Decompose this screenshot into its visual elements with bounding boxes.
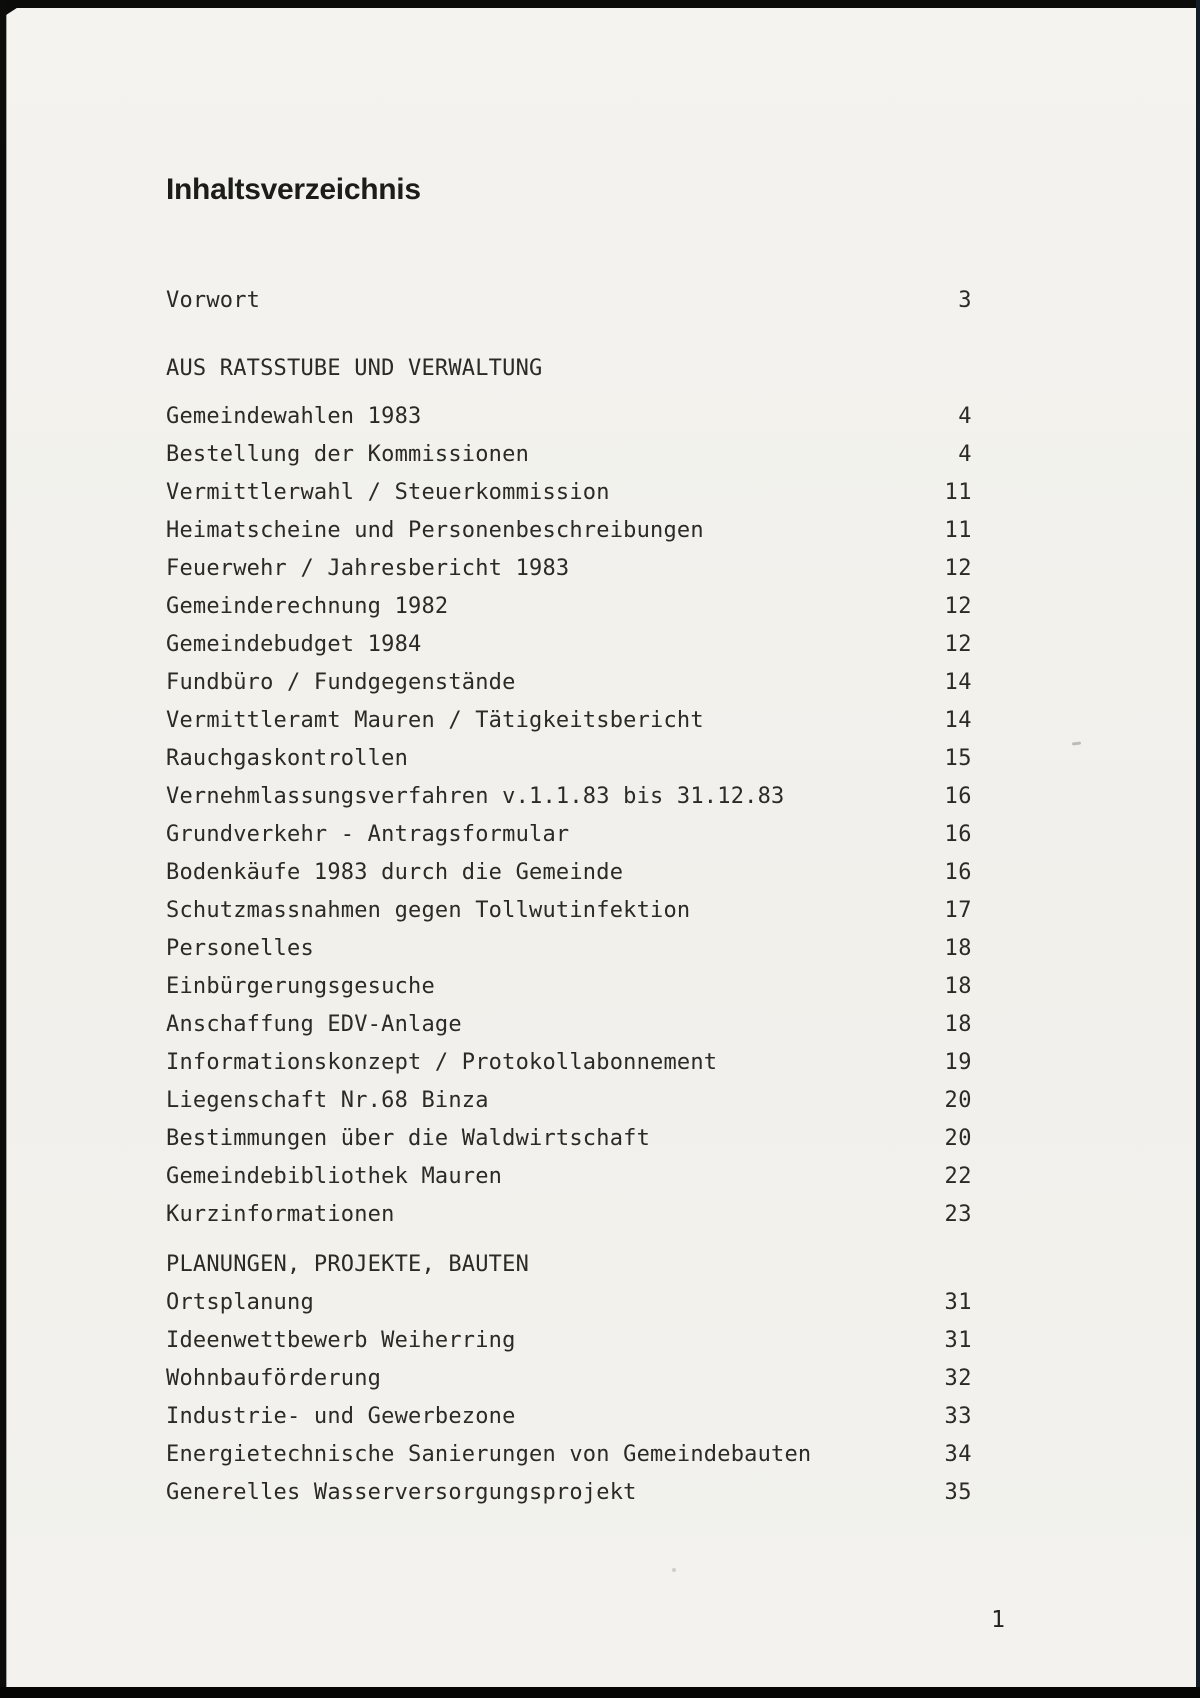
toc-entry-label: PLANUNGEN, PROJEKTE, BAUTEN xyxy=(166,1251,530,1277)
toc-entry-page: 16 xyxy=(944,859,972,885)
toc-row xyxy=(166,777,972,815)
toc-entry-label: Kurzinformationen xyxy=(166,1201,395,1227)
toc-entry-page: 35 xyxy=(944,1479,972,1505)
toc-entry-label: Bestellung der Kommissionen xyxy=(166,441,530,467)
toc-row xyxy=(166,1283,972,1321)
toc-entry-label: Einbürgerungsgesuche xyxy=(166,973,435,999)
toc-entry-page: 4 xyxy=(958,403,972,429)
scan-border-top xyxy=(12,0,1200,8)
toc-entry-page: 18 xyxy=(944,1011,972,1037)
toc-entry-label: Grundverkehr - Antragsformular xyxy=(166,821,570,847)
page-number: 1 xyxy=(991,1607,1005,1633)
toc-section-heading xyxy=(166,1245,972,1283)
toc-row xyxy=(166,1043,972,1081)
toc-entry-page: 17 xyxy=(944,897,972,923)
toc-entry-label: Rauchgaskontrollen xyxy=(166,745,409,771)
toc-row xyxy=(166,1081,972,1119)
toc-entry-label: Bodenkäufe 1983 durch die Gemeinde xyxy=(166,859,624,885)
toc-row xyxy=(166,853,972,891)
toc-entry-label: Gemeindebibliothek Mauren xyxy=(166,1163,503,1189)
toc-entry-page: 14 xyxy=(944,707,972,733)
toc-entry-label: Ortsplanung xyxy=(166,1289,314,1315)
toc-row xyxy=(166,1321,972,1359)
toc-entry-label: Vorwort xyxy=(166,287,261,313)
toc-entry-label: Feuerwehr / Jahresbericht 1983 xyxy=(166,555,570,581)
toc-row xyxy=(166,929,972,967)
toc-row xyxy=(166,1157,972,1195)
toc-entry-page: 16 xyxy=(944,821,972,847)
toc-row xyxy=(166,587,972,625)
scan-artifact-speck xyxy=(672,1568,676,1572)
toc-entry-label: Energietechnische Sanierungen von Gemeindebauten xyxy=(166,1441,812,1467)
toc-entry-label: Ideenwettbewerb Weiherring xyxy=(166,1327,516,1353)
scan-border-bottom xyxy=(0,1687,1200,1698)
toc-entry-page: 19 xyxy=(944,1049,972,1075)
toc-entry-page: 18 xyxy=(944,935,972,961)
toc-entry-page: 11 xyxy=(944,517,972,543)
toc-row xyxy=(166,549,972,587)
toc-entry-label: Informationskonzept / Protokollabonnement xyxy=(166,1049,718,1075)
toc-entry-page: 12 xyxy=(944,555,972,581)
toc-entry-page: 31 xyxy=(944,1289,972,1315)
toc-entry-label: Heimatscheine und Personenbeschreibungen xyxy=(166,517,704,543)
toc-entry-page: 33 xyxy=(944,1403,972,1429)
toc-row xyxy=(166,663,972,701)
toc-row xyxy=(166,1397,972,1435)
toc-entry-page: 18 xyxy=(944,973,972,999)
toc-entry-label: AUS RATSSTUBE UND VERWALTUNG xyxy=(166,355,543,381)
toc-row xyxy=(166,397,972,435)
toc-entry-label: Fundbüro / Fundgegenstände xyxy=(166,669,516,695)
toc-row xyxy=(166,1359,972,1397)
table-of-contents xyxy=(166,281,972,1511)
toc-entry-page: 14 xyxy=(944,669,972,695)
toc-entry-page: 20 xyxy=(944,1125,972,1151)
scan-artifact-speck xyxy=(1072,741,1081,745)
toc-entry-page: 4 xyxy=(958,441,972,467)
toc-entry-page: 15 xyxy=(944,745,972,771)
toc-entry-page: 11 xyxy=(944,479,972,505)
toc-row xyxy=(166,891,972,929)
toc-entry-page: 22 xyxy=(944,1163,972,1189)
toc-entry-page: 3 xyxy=(958,287,972,313)
toc-entry-label: Personelles xyxy=(166,935,314,961)
toc-entry-page: 12 xyxy=(944,593,972,619)
scan-border-right xyxy=(1196,0,1200,1698)
toc-entry-label: Gemeindebudget 1984 xyxy=(166,631,422,657)
toc-entry-page: 23 xyxy=(944,1201,972,1227)
toc-row xyxy=(166,281,972,319)
toc-entry-label: Gemeinderechnung 1982 xyxy=(166,593,449,619)
toc-entry-page: 31 xyxy=(944,1327,972,1353)
toc-entry-label: Wohnbauförderung xyxy=(166,1365,382,1391)
toc-row xyxy=(166,1119,972,1157)
toc-row xyxy=(166,625,972,663)
toc-entry-label: Gemeindewahlen 1983 xyxy=(166,403,422,429)
toc-row xyxy=(166,815,972,853)
toc-entry-page: 34 xyxy=(944,1441,972,1467)
toc-row xyxy=(166,473,972,511)
toc-entry-label: Liegenschaft Nr.68 Binza xyxy=(166,1087,489,1113)
toc-entry-label: Vermittleramt Mauren / Tätigkeitsbericht xyxy=(166,707,704,733)
toc-entry-label: Generelles Wasserversorgungsprojekt xyxy=(166,1479,637,1505)
toc-row xyxy=(166,1473,972,1511)
toc-row xyxy=(166,1195,972,1233)
toc-entry-label: Industrie- und Gewerbezone xyxy=(166,1403,516,1429)
toc-row xyxy=(166,739,972,777)
toc-entry-page: 16 xyxy=(944,783,972,809)
page-title: Inhaltsverzeichnis xyxy=(166,173,421,207)
toc-row xyxy=(166,1435,972,1473)
toc-entry-label: Bestimmungen über die Waldwirtschaft xyxy=(166,1125,651,1151)
toc-row xyxy=(166,435,972,473)
toc-section-heading xyxy=(166,349,972,387)
toc-row xyxy=(166,511,972,549)
toc-row xyxy=(166,701,972,739)
toc-entry-page: 12 xyxy=(944,631,972,657)
toc-row xyxy=(166,1005,972,1043)
toc-entry-label: Vernehmlassungsverfahren v.1.1.83 bis 31.12.83 xyxy=(166,783,785,809)
toc-row xyxy=(166,967,972,1005)
toc-entry-page: 32 xyxy=(944,1365,972,1391)
toc-entry-label: Anschaffung EDV-Anlage xyxy=(166,1011,462,1037)
scan-border-left xyxy=(0,0,6,1698)
toc-entry-page: 20 xyxy=(944,1087,972,1113)
toc-entry-label: Vermittlerwahl / Steuerkommission xyxy=(166,479,610,505)
toc-entry-label: Schutzmassnahmen gegen Tollwutinfektion xyxy=(166,897,691,923)
